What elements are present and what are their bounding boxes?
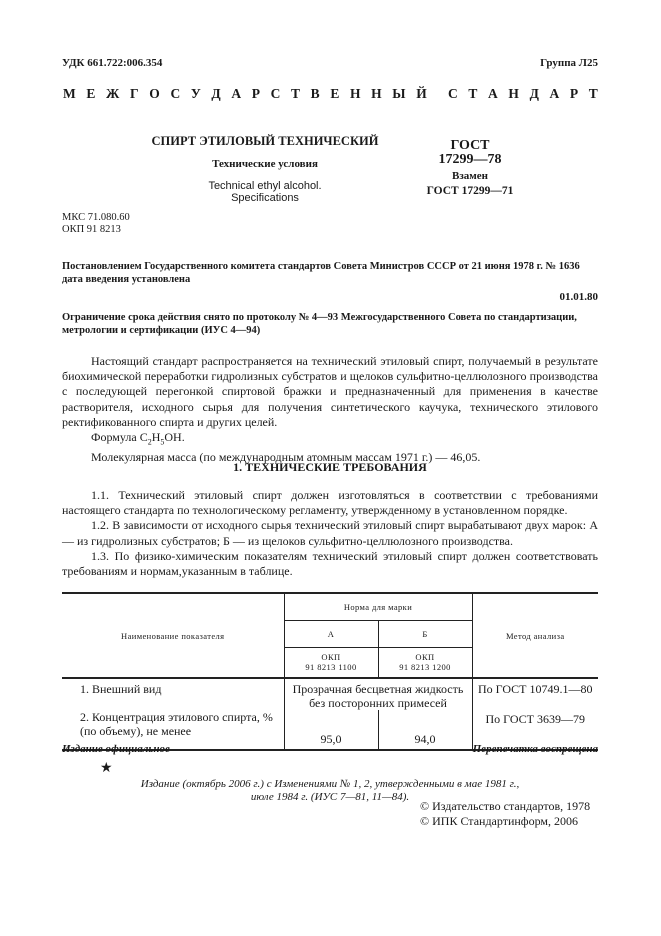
banner-letter: Е: [330, 86, 340, 101]
banner-letter: Ж: [106, 86, 120, 101]
banner-letter: Т: [468, 86, 478, 101]
edition-note-line2: июле 1984 г. (ИУС 7—81, 11—84).: [250, 790, 410, 803]
star-icon: ★: [100, 761, 113, 776]
gost-number: 17299—78: [438, 152, 502, 167]
replaces-label: Взамен: [452, 170, 488, 182]
banner-letter: Й: [416, 86, 427, 101]
intro-paragraph: Настоящий стандарт распространяется на технический этиловый спирт, получаемый в результате биохимической переработки гидролизных субстратов и щелоков сульфитно-целлюлозного производства с последующей перегонкой спиртовой бражки и предназначенный для применения в качестве растворителя, исходного сырья для получения синтетического каучука, технического этилового ректификованного спирта и других целей.: [62, 354, 598, 429]
banner-letter: Е: [86, 86, 96, 101]
clause-1-3: 1.3. По физико-химическим показателям технический этиловый спирт должен соответствовать требованиям и нормам,указанным в таблице.: [62, 548, 598, 579]
row-1-norm: Прозрачная бесцветная жидкость без посторонних примесей: [284, 678, 472, 710]
banner-letter: Д: [529, 86, 539, 101]
row-1-name: 1. Внешний вид: [80, 682, 162, 696]
banner-letter: С: [170, 86, 181, 101]
banner-letter: С: [447, 86, 458, 101]
reprint-prohibited: Перепечатка воспрещена: [472, 743, 598, 755]
requirements-table: [62, 592, 598, 751]
banner-letter: Г: [130, 86, 139, 101]
requirements-section: [62, 488, 598, 579]
group-code: Группа Л25: [540, 57, 598, 69]
banner-letter: Д: [211, 86, 221, 101]
english-title: [140, 180, 390, 204]
document-subtitle: Технические условия: [212, 158, 318, 170]
row-2-grade-a: 95,0: [284, 710, 378, 750]
official-edition: Издание официальное: [62, 743, 170, 755]
banner-letter: Т: [291, 86, 301, 101]
row-2-method: По ГОСТ 3639—79: [472, 710, 598, 750]
header-grade-b: Б: [378, 620, 472, 647]
banner-letter: Н: [349, 86, 361, 101]
row-1-method: По ГОСТ 10749.1—80: [472, 678, 598, 710]
document-title: СПИРТ ЭТИЛОВЫЙ ТЕХНИЧЕСКИЙ: [151, 134, 379, 148]
mks-code: МКС 71.080.60: [62, 212, 130, 223]
decree-text: Постановлением Государственного комитета стандартов Совета Министров СССР от 21 июня 1978 г. № 1636: [62, 261, 580, 272]
banner-letter: У: [190, 86, 201, 101]
english-title-line2: Specifications: [231, 192, 299, 204]
section-heading: 1. ТЕХНИЧЕСКИЕ ТРЕБОВАНИЯ: [233, 460, 427, 474]
okp-grade-b: ОКП 91 8213 1200: [378, 647, 472, 678]
header-norm: Норма для марки: [284, 593, 472, 620]
banner-letter: О: [149, 86, 160, 101]
udk-code: УДК 661.722:006.354: [62, 57, 163, 69]
banner-letter: Н: [371, 86, 382, 101]
limitation-protocol: метрологии и сертификации (ИУС 4—94): [62, 324, 261, 336]
banner-letter: А: [488, 86, 498, 101]
replaced-standard: ГОСТ 17299—71: [426, 185, 514, 197]
clause-1-2: 1.2. В зависимости от исходного сырья технический этиловый спирт вырабатывают двух марок: А — из гидролизных субстратов; Б — из щелоков сульфитно-целлюлозного производства.: [62, 518, 598, 548]
banner-letter: В: [310, 86, 320, 101]
clause-1-1: 1.1. Технический этиловый спирт должен изготовляться в соответствии с требованиями настоящего стандарта по технологическому регламенту, утвержденному в установленном порядке.: [62, 488, 598, 518]
effective-date: 01.01.80: [559, 291, 598, 303]
banner-letter: Н: [508, 86, 519, 101]
decree-block: [62, 261, 602, 286]
banner-letter: М: [63, 86, 76, 101]
english-title-line1: Technical ethyl alcohol.: [208, 180, 322, 192]
banner-letter: А: [231, 86, 242, 101]
limitation-text: Ограничение срока действия снято по протоколу № 4—93 Межгосударственного Совета по стандартизации,: [62, 312, 577, 323]
banner-letter: С: [270, 86, 281, 101]
decree-date-label: дата введения установлена: [62, 273, 191, 285]
banner-letter: А: [549, 86, 560, 101]
banner-letter: Р: [569, 86, 579, 101]
okp-grade-a: ОКП 91 8213 1100: [284, 647, 378, 678]
header-method: Метод анализа: [472, 593, 598, 678]
copyright-stdinform: © ИПК Стандартинформ, 2006: [420, 814, 578, 828]
formula: $C_2H_5OH$.: [139, 430, 185, 447]
gost-label: ГОСТ: [450, 138, 490, 153]
molecular-mass: Молекулярная масса (по международным атомным массам 1971 г.) — 46,05.: [91, 449, 481, 464]
row-2-grade-b: 94,0: [378, 710, 472, 750]
header-indicator-name: Наименование показателя: [62, 593, 284, 678]
edition-note-line1: Издание (октябрь 2006 г.) с Изменениями № 1, 2, утвержденными в мае 1981 г.,: [140, 778, 520, 790]
formula-line: [62, 430, 598, 450]
intro-section: [62, 354, 598, 465]
interstate-standard-banner: [63, 86, 598, 102]
row-2-name: 2. Концентрация этилового спирта, % (по объему), не менее: [62, 710, 284, 750]
banner-letter: Ы: [392, 86, 406, 101]
copyright-publisher: © Издательство стандартов, 1978: [420, 799, 591, 813]
classification-codes: [62, 212, 130, 236]
limitation-block: [62, 312, 602, 337]
copyright-block: [420, 799, 590, 829]
header-grade-a: А: [284, 620, 378, 647]
formula-label: Формула: [91, 430, 140, 445]
banner-letter: Р: [251, 86, 260, 101]
banner-letter: Т: [588, 86, 598, 101]
okp-code: ОКП 91 8213: [62, 224, 121, 235]
